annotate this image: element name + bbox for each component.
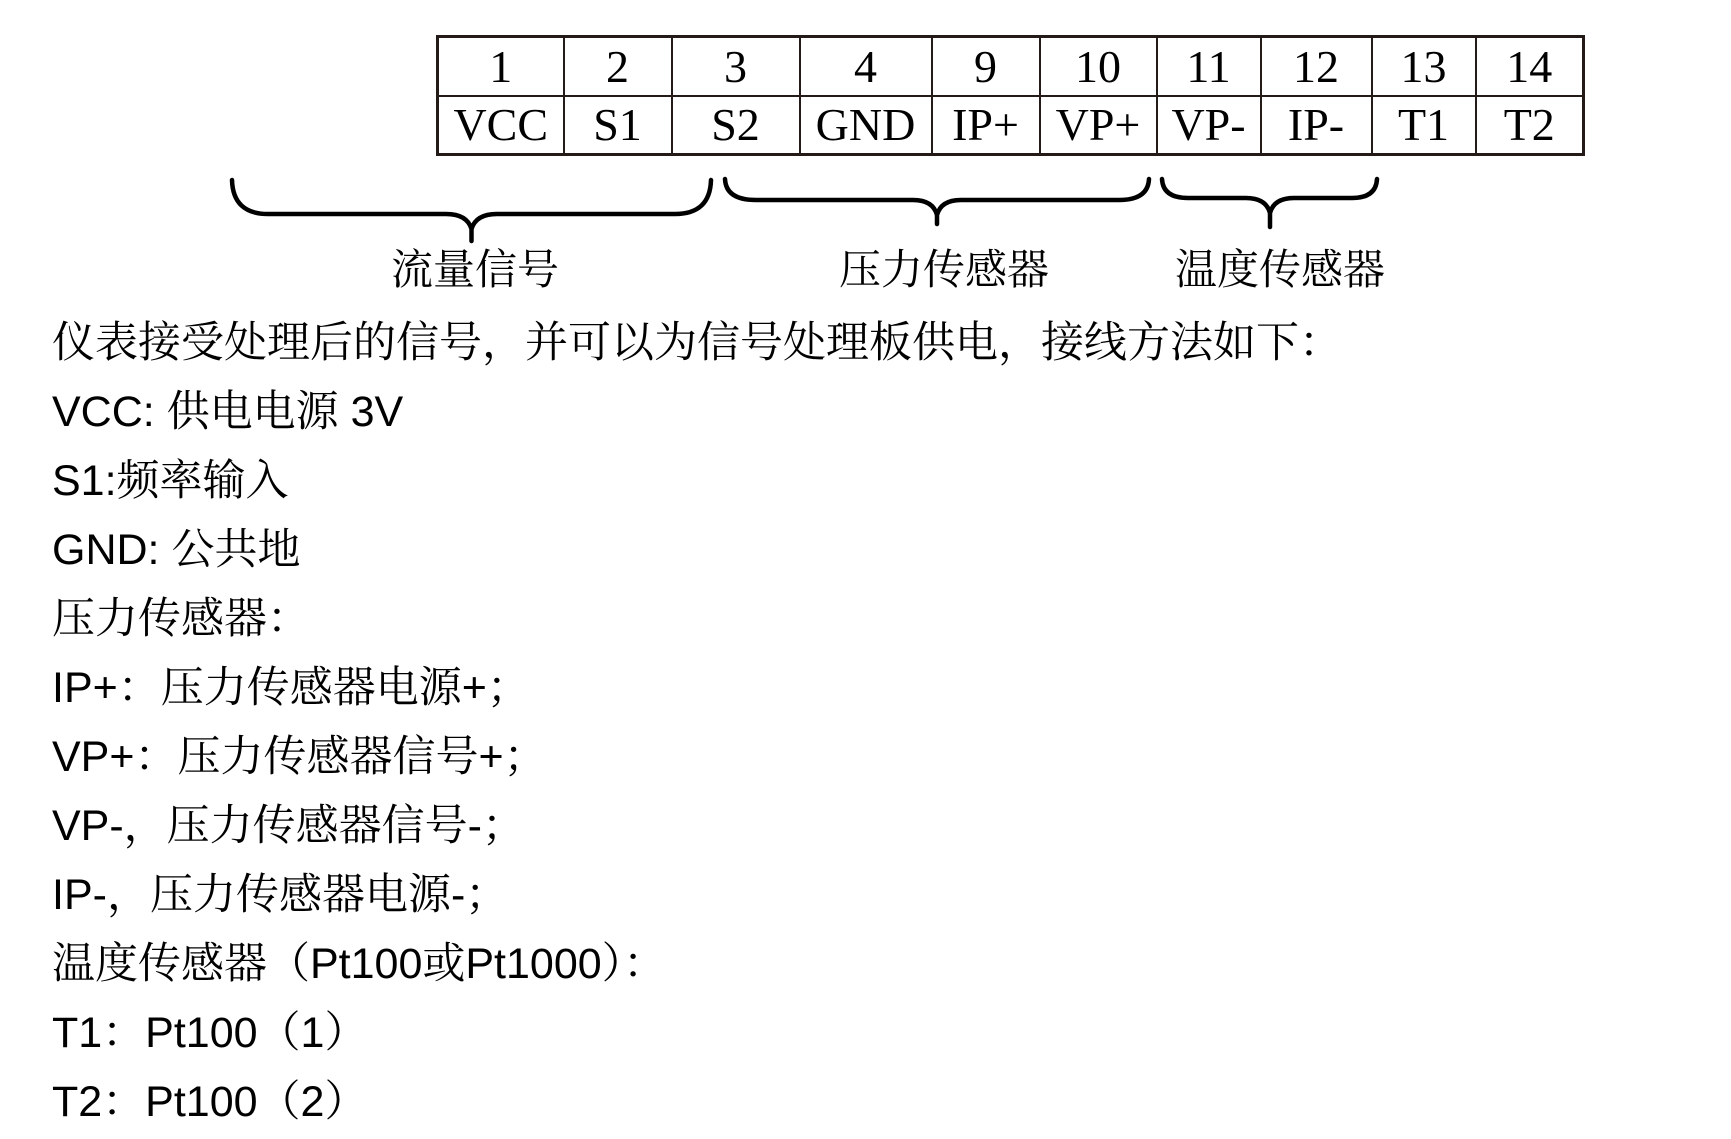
body-line-gnd: GND: 公共地 [52,526,301,574]
pin-number-cell: 3 [672,37,800,96]
pin-number-cell: 14 [1476,37,1584,96]
pin-label-cell: VP+ [1040,96,1157,155]
pin-label-cell: VCC [438,96,564,155]
pin-number-cell: 1 [438,37,564,96]
pin-label-cell: T1 [1372,96,1476,155]
pin-number-cell: 11 [1157,37,1261,96]
flow-signal-label: 流量信号 [390,246,560,293]
body-line-pressure-hdr: 压力传感器： [52,595,310,643]
body-line-ip-minus: IP-，压力传感器电源-； [52,871,509,919]
body-line-t2: T2：Pt100（2） [52,1078,368,1126]
body-text [52,309,1342,1137]
body-line-t1: T1：Pt100（1） [52,1009,368,1057]
pin-number-cell: 10 [1040,37,1157,96]
pin-number-cell: 2 [564,37,672,96]
pressure-sensor-label: 压力传感器 [838,246,1050,293]
pin-label-cell: T2 [1476,96,1584,155]
pin-label-row [438,96,1584,155]
pin-number-cell: 9 [932,37,1040,96]
temperature-sensor-label: 温度传感器 [1174,246,1386,293]
pin-number-cell: 4 [800,37,932,96]
pin-label-cell: S2 [672,96,800,155]
pressure-sensor-brace-icon [725,179,1149,224]
pin-number-cell: 13 [1372,37,1476,96]
body-line-ip-plus: IP+：压力传感器电源+； [52,664,530,712]
body-line-s1: S1:频率输入 [52,457,289,505]
pin-table [436,35,1585,156]
flow-signal-brace-icon [232,180,711,241]
pin-number-row [438,37,1584,96]
pin-label-cell: GND [800,96,932,155]
body-line-vp-plus: VP+：压力传感器信号+； [52,733,547,781]
pin-label-cell: IP- [1261,96,1372,155]
pin-number-cell: 12 [1261,37,1372,96]
body-line-vp-minus: VP-，压力传感器信号-； [52,802,525,850]
pin-label-cell: S1 [564,96,672,155]
body-line-intro: 仪表接受处理后的信号，并可以为信号处理板供电，接线方法如下： [52,319,1342,367]
pin-label-cell: IP+ [932,96,1040,155]
body-line-temp-hdr: 温度传感器（Pt100或Pt1000）： [52,940,667,988]
body-line-vcc: VCC: 供电电源 3V [52,388,404,436]
pin-label-cell: VP- [1157,96,1261,155]
temperature-sensor-brace-icon [1162,179,1377,227]
